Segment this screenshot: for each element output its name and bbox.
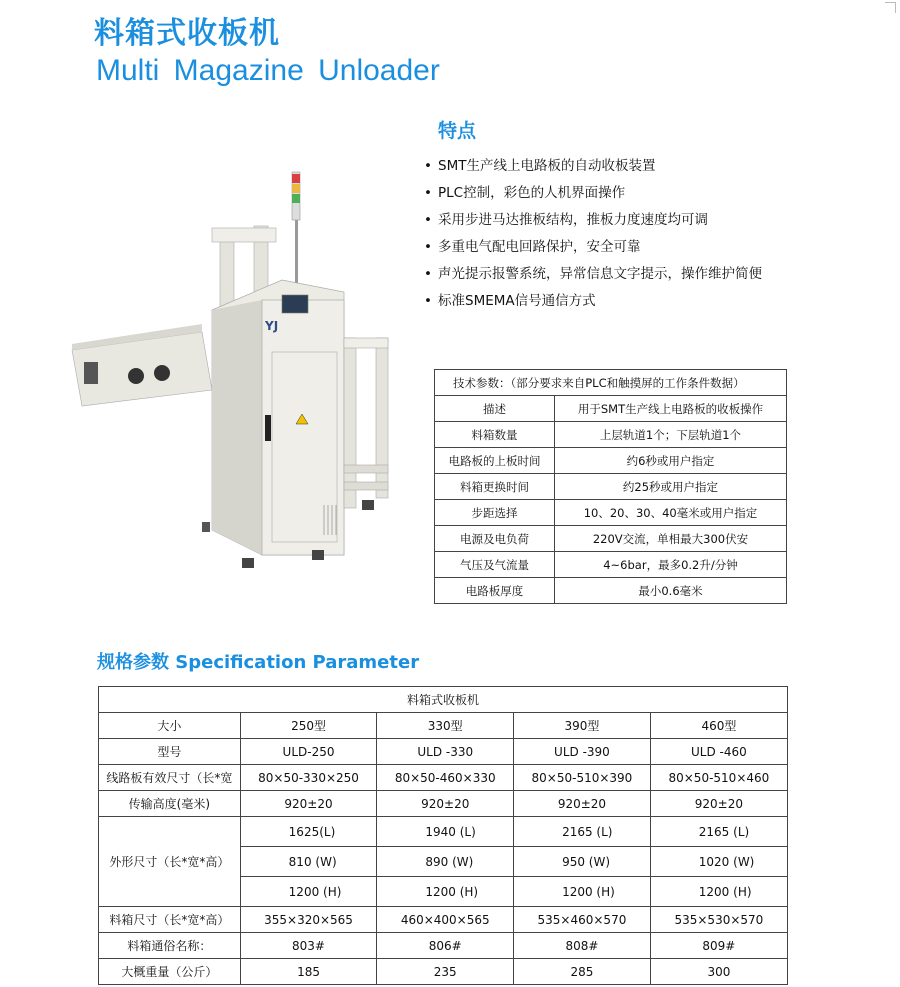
spec-table <box>98 686 788 985</box>
table-row: 料箱更换时间 约25秒或用户指定 <box>435 474 787 500</box>
table-row: 料箱数量 上层轨道1个；下层轨道1个 <box>435 422 787 448</box>
page-title-en: Multi Magazine Unloader <box>96 54 440 87</box>
table-row: 传输高度(毫米) 920±20 920±20 920±20 920±20 <box>99 791 788 817</box>
table-row: 气压及气流量 4~6bar，最多0.2升/分钟 <box>435 552 787 578</box>
feature-item: • SMT生产线上电路板的自动收板装置 <box>424 158 656 174</box>
table-row: 电源及电负荷 220V交流，单相最大300伏安 <box>435 526 787 552</box>
features-list <box>424 153 762 315</box>
table-row: 大概重量（公斤） 185 235 285 300 <box>99 959 788 985</box>
table-row: 描述 用于SMT生产线上电路板的收板操作 <box>435 396 787 422</box>
tech-params-table <box>434 369 787 604</box>
tech-params-header: 技术参数：（部分要求来自PLC和触摸屏的工作条件数据） <box>435 370 787 396</box>
table-row: 型号 ULD-250 ULD -330 ULD -390 ULD -460 <box>99 739 788 765</box>
table-row: 大小 250型 330型 390型 460型 <box>99 713 788 739</box>
table-row: 电路板的上板时间 约6秒或用户指定 <box>435 448 787 474</box>
svg-text:YJ: YJ <box>265 319 279 333</box>
table-row: 料箱通俗名称： 803# 806# 808# 809# <box>99 933 788 959</box>
spec-heading: 规格参数 Specification Parameter <box>97 652 420 673</box>
feature-item: • 标准SMEMA信号通信方式 <box>424 293 596 309</box>
spec-table-title: 料箱式收板机 <box>99 687 788 713</box>
feature-item: • 声光提示报警系统，异常信息文字提示，操作维护简便 <box>424 266 762 282</box>
page-title-cn: 料箱式收板机 <box>94 16 280 51</box>
table-row: 电路板厚度 最小0.6毫米 <box>435 578 787 604</box>
table-row: 1200 (H) 1200 (H) 1200 (H) 1200 (H) <box>99 877 788 907</box>
table-row: 步距选择 10、20、30、40毫米或用户指定 <box>435 500 787 526</box>
feature-item: • PLC控制，彩色的人机界面操作 <box>424 185 626 201</box>
feature-item: • 多重电气配电回路保护，安全可靠 <box>424 239 641 255</box>
feature-item: • 采用步进马达推板结构，推板力度速度均可调 <box>424 212 708 228</box>
table-row: 810 (W) 890 (W) 950 (W) 1020 (W) <box>99 847 788 877</box>
machine-photo <box>62 160 412 580</box>
table-row: 料箱尺寸（长*宽*高） 355×320×565 460×400×565 535×460×570 535×530×570 <box>99 907 788 933</box>
features-heading: 特点 <box>438 120 477 142</box>
table-row: 外形尺寸（长*宽*高） 1625(L) 1940 (L) 2165 (L) 2165 (L) <box>99 817 788 847</box>
corner-crop-mark <box>885 2 896 13</box>
table-row: 线路板有效尺寸（长*宽 80×50-330×250 80×50-460×330 80×50-510×390 80×50-510×460 <box>99 765 788 791</box>
